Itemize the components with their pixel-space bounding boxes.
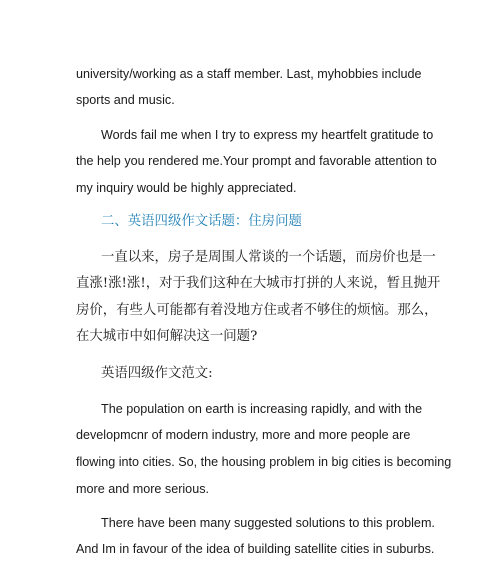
paragraph-line: my inquiry would be highly appreciated. [76, 181, 297, 195]
paragraph-line: 一直以来，房子是周围人常谈的一个话题，而房价也是一 [101, 250, 436, 265]
paragraph-line: Words fail me when I try to express my heartfelt gratitude to [101, 128, 434, 142]
sample-essay-label: 英语四级作文范文: [101, 366, 213, 381]
paragraph-line: 在大城市中如何解决这一问题? [76, 329, 258, 344]
paragraph-line: more and more serious. [76, 482, 209, 496]
paragraph-line: sports and music. [76, 93, 175, 107]
paragraph-line: 直涨!涨!涨!，对于我们这种在大城市打拼的人来说，暂且抛开 [76, 276, 441, 291]
paragraph-line: And Im in favour of the idea of building satellite cities in suburbs. [76, 542, 435, 556]
paragraph-line: the help you rendered me.Your prompt and favorable attention to [76, 154, 437, 168]
section-heading: 二、英语四级作文话题：住房问题 [101, 214, 302, 229]
paragraph-line: flowing into cities. So, the housing problem in big cities is becoming [76, 455, 452, 469]
paragraph-line: university/working as a staff member. Last, myhobbies include [76, 67, 422, 81]
paragraph-line: developmcnr of modern industry, more and more people are [76, 428, 411, 442]
paragraph-line: There have been many suggested solutions to this problem. [101, 516, 435, 530]
paragraph-line: 房价，有些人可能都有着没地方住或者不够住的烦恼。那么， [76, 303, 438, 318]
paragraph-line: The population on earth is increasing rapidly, and with the [101, 402, 423, 416]
